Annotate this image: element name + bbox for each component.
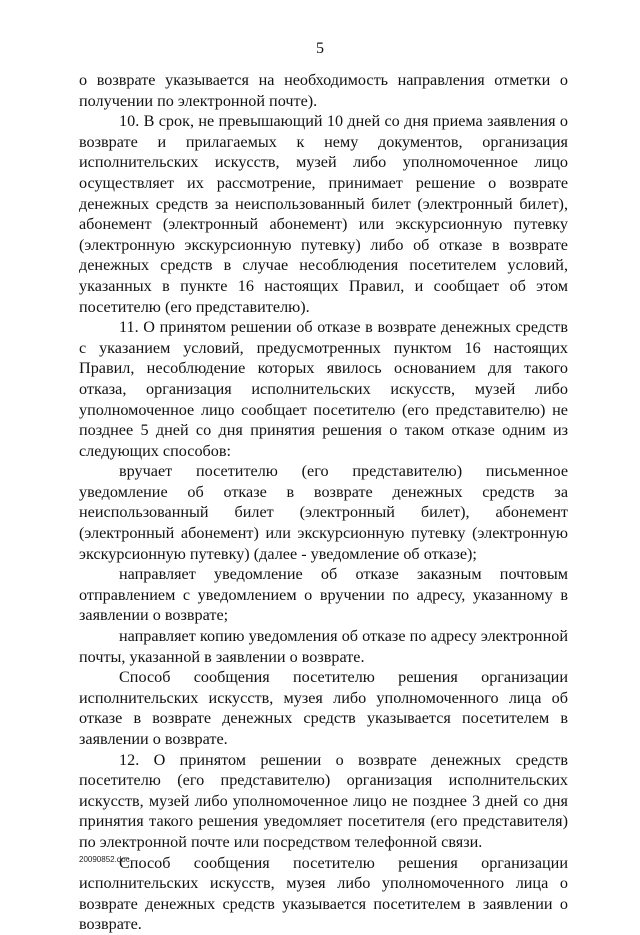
paragraph-refusal-method-note: Способ сообщения посетителю решения организации исполнительских искусств, музея либо уполномоченного лица об отказе в возврате денежных средств указывается посетителем в заявлении о возврате. [79,668,568,748]
footer-filename: 20090852.doc [79,855,130,864]
paragraph-item-12: 12. О принятом решении о возврате денежных средств посетителю (его представителю) организация исполнительских искусств, музей либо уполномоченное лицо не позднее 3 дней со дня принятия такого решения уведомляет посетителя (его представителя) по электронной почте или посредством телефонной связи. [79,750,568,851]
paragraph-method-hand-delivery: вручает посетителю (его представителю) письменное уведомление об отказе в возврате денежных средств за неиспользованный билет (электронный билет), абонемент (электронный абонемент) или экскурсионную путевку (электронную экскурсионную путевку) (далее - уведомление об отказе); [79,462,568,563]
paragraph-continuation: о возврате указывается на необходимость направления отметки о получении по электронной почте). [79,71,568,110]
paragraph-method-registered-mail: направляет уведомление об отказе заказным почтовым отправлением с уведомлением о вручении по адресу, указанному в заявлении о возврате; [79,565,568,625]
page-number: 5 [316,40,324,57]
paragraph-refund-method-note: Способ сообщения посетителю решения организации исполнительских искусств, музея либо уполномоченного лица о возврате денежных средств указывается посетителем в заявлении о возврате. [79,853,568,934]
document-body [79,70,568,935]
paragraph-method-email-copy: направляет копию уведомления об отказе по адресу электронной почты, указанной в заявлении о возврате. [79,627,568,666]
paragraph-item-11: 11. О принятом решении об отказе в возврате денежных средств с указанием условий, предусмотренных пунктом 16 настоящих Правил, несоблюдение которых явилось основанием для такого отказа, организация исполнительских искусств, музей либо уполномоченное лицо сообщает посетителю (его представителю) не позднее 5 дней со дня принятия решения о таком отказе одним из следующих способов: [79,318,568,460]
paragraph-item-10: 10. В срок, не превышающий 10 дней со дня приема заявления о возврате и прилагаемых к нему документов, организация исполнительских искусств, музей либо уполномоченное лицо осуществляет их рассмотрение, принимает решение о возврате денежных средств за неиспользованный билет (электронный билет), абонемент (электронный абонемент) или экскурсионную путевку (электронную экскурсионную путевку) либо об отказе в возврате денежных средств в случае несоблюдения посетителем условий, указанных в пункте 16 настоящих Правил, и сообщает об этом посетителю (его представителю). [79,112,568,316]
